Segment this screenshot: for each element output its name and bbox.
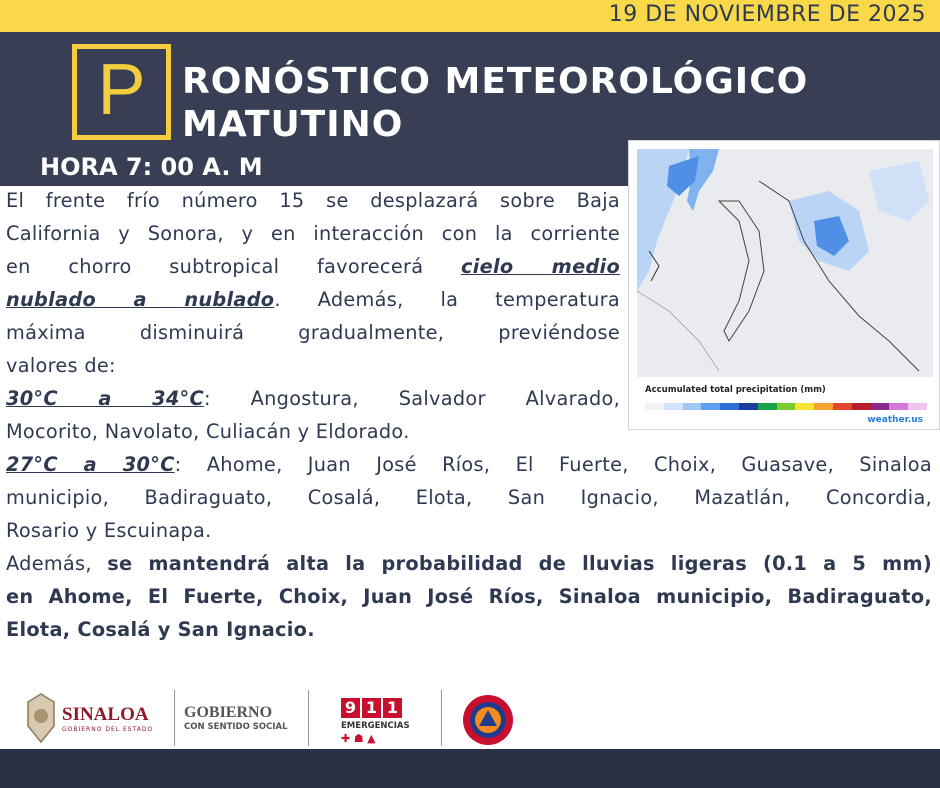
divider	[441, 690, 442, 746]
divider	[308, 690, 309, 746]
footer-bar	[0, 749, 940, 788]
map-brand: weather.us	[867, 415, 923, 425]
map-legend-title: Accumulated total precipitation (mm)	[645, 385, 826, 395]
range-2-line	[6, 448, 932, 481]
gobierno-logo-text: GOBIERNO	[184, 704, 273, 721]
rain-text: Además,	[6, 552, 108, 575]
range-1-line	[6, 382, 620, 415]
911-digit: 9	[341, 698, 360, 718]
highlight-cloudy: cielo medio	[460, 255, 621, 278]
paragraph-text: en chorro subtropical favorecerá	[6, 255, 461, 278]
time-label: HORA 7: 00 A. M	[40, 153, 263, 181]
range-2-line: municipio, Badiraguato, Cosalá, Elota, San Ignacio, Mazatlán, Concordia,	[6, 486, 932, 509]
sinaloa-logo-text: SINALOA	[62, 704, 149, 725]
civil-protection-icon	[462, 694, 514, 746]
gobierno-logo-subtitle: CON SENTIDO SOCIAL	[184, 722, 288, 732]
range-1-label: 30°C a 34°C	[6, 387, 204, 410]
divider	[174, 690, 175, 746]
title-line-1: RONÓSTICO METEOROLÓGICO	[182, 61, 809, 102]
911-logo	[341, 698, 402, 718]
rain-line: en Ahome, El Fuerte, Choix, Juan José Ríos, Sinaloa municipio, Badiraguato,	[6, 585, 932, 608]
rain-highlight: se mantendrá alta la probabilidad de lluvias ligeras (0.1 a 5 mm)	[107, 552, 932, 575]
date-label: 19 DE NOVIEMBRE DE 2025	[608, 2, 926, 27]
range-2-line: Rosario y Escuinapa.	[6, 519, 212, 542]
911-digit: 1	[362, 698, 381, 718]
page-title	[182, 60, 808, 146]
title-line-2: MATUTINO	[182, 104, 404, 145]
rain-line	[6, 547, 932, 580]
range-2-label: 27°C a 30°C	[6, 453, 175, 476]
emergency-icons: ✚ ☗ ▲	[341, 732, 376, 745]
paragraph-line	[6, 283, 620, 316]
paragraph-line: máxima disminuirá gradualmente, previéndose	[6, 321, 620, 344]
highlight-cloudy-2: nublado a nublado	[6, 288, 275, 311]
title-initial: P	[97, 50, 146, 130]
top-date-bar	[0, 0, 940, 32]
paragraph-line	[6, 250, 620, 283]
paragraph-line: El frente frío número 15 se desplazará sobre Baja	[6, 189, 620, 212]
paragraph-text: . Además, la temperatura	[274, 288, 620, 311]
range-1-text: : Angostura, Salvador Alvarado,	[203, 387, 621, 410]
paragraph-line: valores de:	[6, 354, 116, 377]
911-digit: 1	[383, 698, 402, 718]
logo-strip	[0, 686, 940, 748]
title-initial-box	[72, 44, 171, 140]
rain-line: Elota, Cosalá y San Ignacio.	[6, 618, 315, 641]
paragraph-line: California y Sonora, y en interacción con la corriente	[6, 222, 620, 245]
forecast-text	[6, 184, 932, 646]
emergencias-label: EMERGENCIAS	[341, 721, 410, 731]
range-1-line: Mocorito, Navolato, Culiacán y Eldorado.	[6, 420, 410, 443]
range-2-text: : Ahome, Juan José Ríos, El Fuerte, Choix, Guasave, Sinaloa	[174, 453, 933, 476]
sinaloa-logo-subtitle: GOBIERNO DEL ESTADO	[62, 726, 154, 733]
state-shield-icon	[24, 692, 58, 744]
